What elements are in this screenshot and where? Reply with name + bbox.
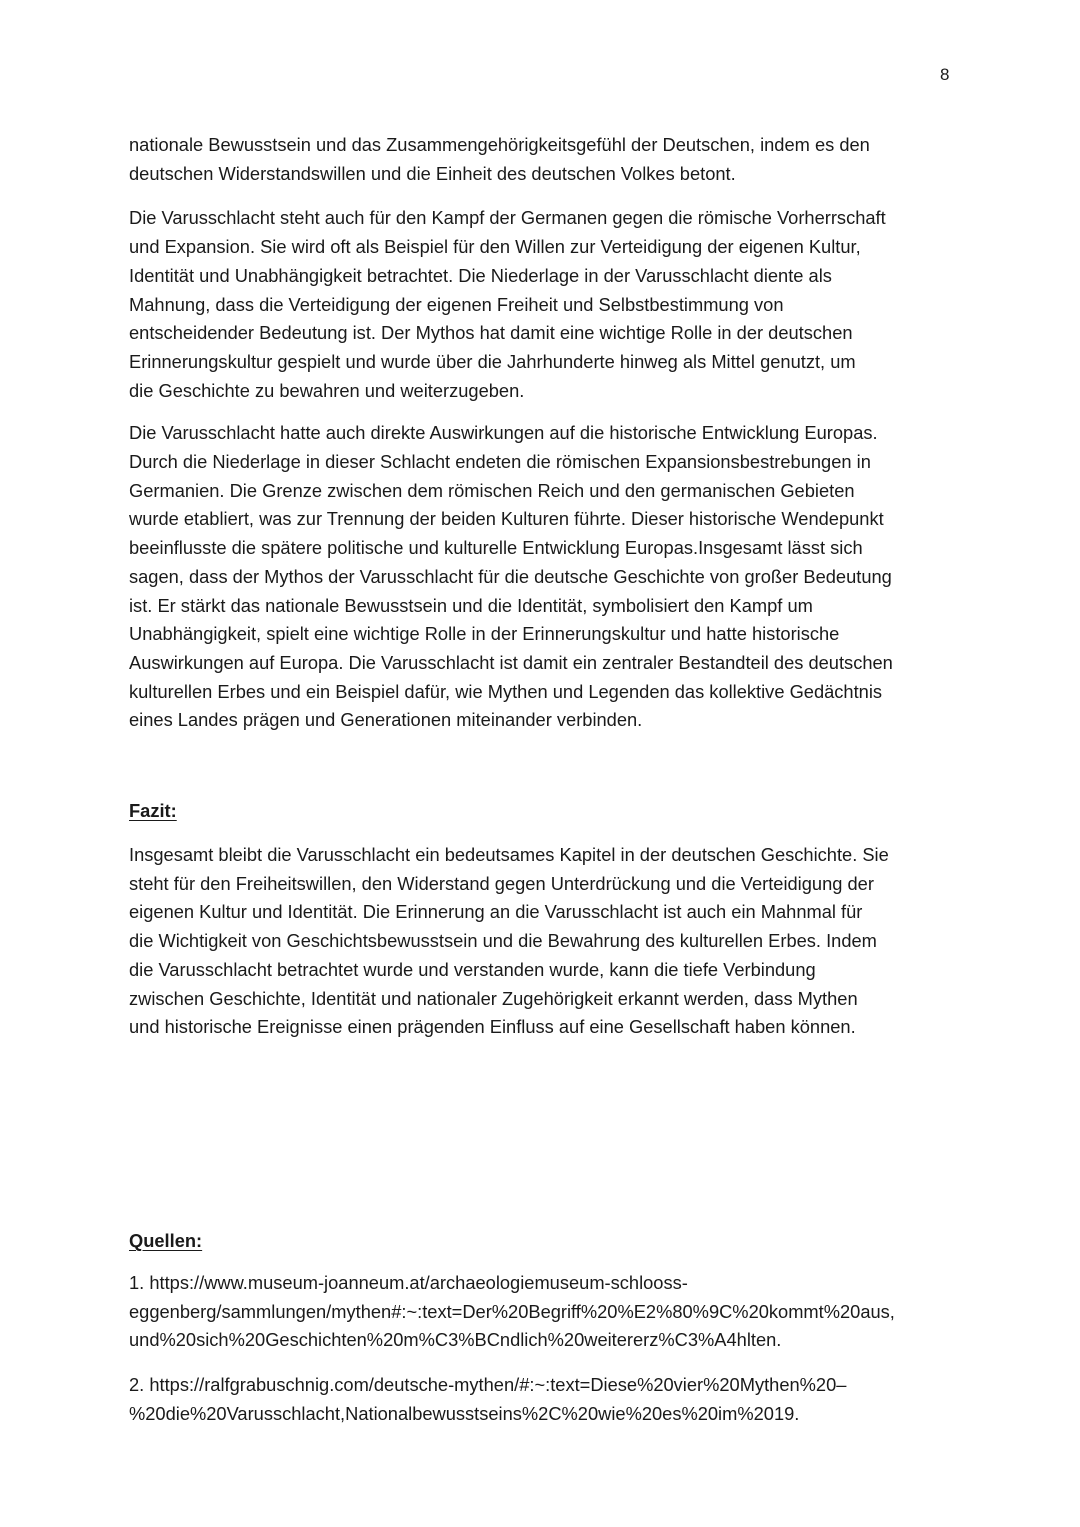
sources-heading: Quellen: <box>129 1229 203 1251</box>
body-paragraph-2: Die Varusschlacht steht auch für den Kampf der Germanen gegen die römische Vorherrschaft und Expansion. Sie wird oft als Beispiel für den Willen zur Verteidigung der eigenen Kultur, Identität und Unabhängigkeit betrachtet. Die Niederlage in der Varusschlacht diente als Mahnung, dass die Verteidigung der eigenen Freiheit und Selbstbestimmung von entscheidender Bedeutung ist. Der Mythos hat damit eine wichtige Rolle in der deutschen Erinnerungskultur gespielt und wurde über die Jahrhunderte hinweg als Mittel genutzt, um die Geschichte zu bewahren und weiterzugeben. <box>129 207 886 401</box>
body-paragraph-1: nationale Bewusstsein und das Zusammengehörigkeitsgefühl der Deutschen, indem es den deutschen Widerstandswillen und die Einheit des deutschen Volkes betont. <box>129 134 870 184</box>
page-number: 8 <box>940 65 950 84</box>
fazit-paragraph: Insgesamt bleibt die Varusschlacht ein bedeutsames Kapitel in der deutschen Geschichte. Sie steht für den Freiheitswillen, den Widerstand gegen Unterdrückung und die Verteidigung der eigenen Kultur und Identität. Die Erinnerung an die Varusschlacht ist auch ein Mahnmal für die Wichtigkeit von Geschichtsbewusstsein und die Bewahrung des kulturellen Erbes. Indem die Varusschlacht betrachtet wurde und verstanden wurde, kann die tiefe Verbindung zwischen Geschichte, Identität und nationaler Zugehörigkeit erkannt werden, dass Mythen und historische Ereignisse einen prägenden Einfluss auf eine Gesellschaft haben können. <box>129 844 889 1038</box>
fazit-heading: Fazit: <box>129 800 177 822</box>
source-item-2: 2. https://ralfgrabuschnig.com/deutsche-mythen/#:~:text=Diese%20vier%20Mythen%20– %20die%20Varusschlacht,Nationalbewusstseins%2C%20wie%20es%20im%2019. <box>129 1374 847 1424</box>
body-paragraph-3: Die Varusschlacht hatte auch direkte Auswirkungen auf die historische Entwicklung Europas. Durch die Niederlage in dieser Schlacht endeten die römischen Expansionsbestrebungen in Germanien. Die Grenze zwischen dem römischen Reich und den germanischen Gebieten wurde etabliert, was zur Trennung der beiden Kulturen führte. Dieser historische Wendepunkt beeinflusste die spätere politische und kulturelle Entwicklung Europas.Insgesamt lässt sich sagen, dass der Mythos der Varusschlacht für die deutsche Geschichte von großer Bedeutung ist. Er stärkt das nationale Bewusstsein und die Identität, symbolisiert den Kampf um Unabhängigkeit, spielt eine wichtige Rolle in der Erinnerungskultur und hatte historische Auswirkungen auf Europa. Die Varusschlacht ist damit ein zentraler Bestandteil des deutschen kulturellen Erbes und ein Beispiel dafür, wie Mythen und Legenden das kollektive Gedächtnis eines Landes prägen und Generationen miteinander verbinden. <box>129 422 893 731</box>
source-item-1: 1. https://www.museum-joanneum.at/archaeologiemuseum-schlooss- eggenberg/sammlungen/mythen#:~:text=Der%20Begriff%20%E2%80%9C%20kommt%20aus, und%20sich%20Geschichten%20m%C3%BCndlich%20weitererz%C3%A4hlten. <box>129 1271 895 1351</box>
page-content <box>129 131 954 1429</box>
